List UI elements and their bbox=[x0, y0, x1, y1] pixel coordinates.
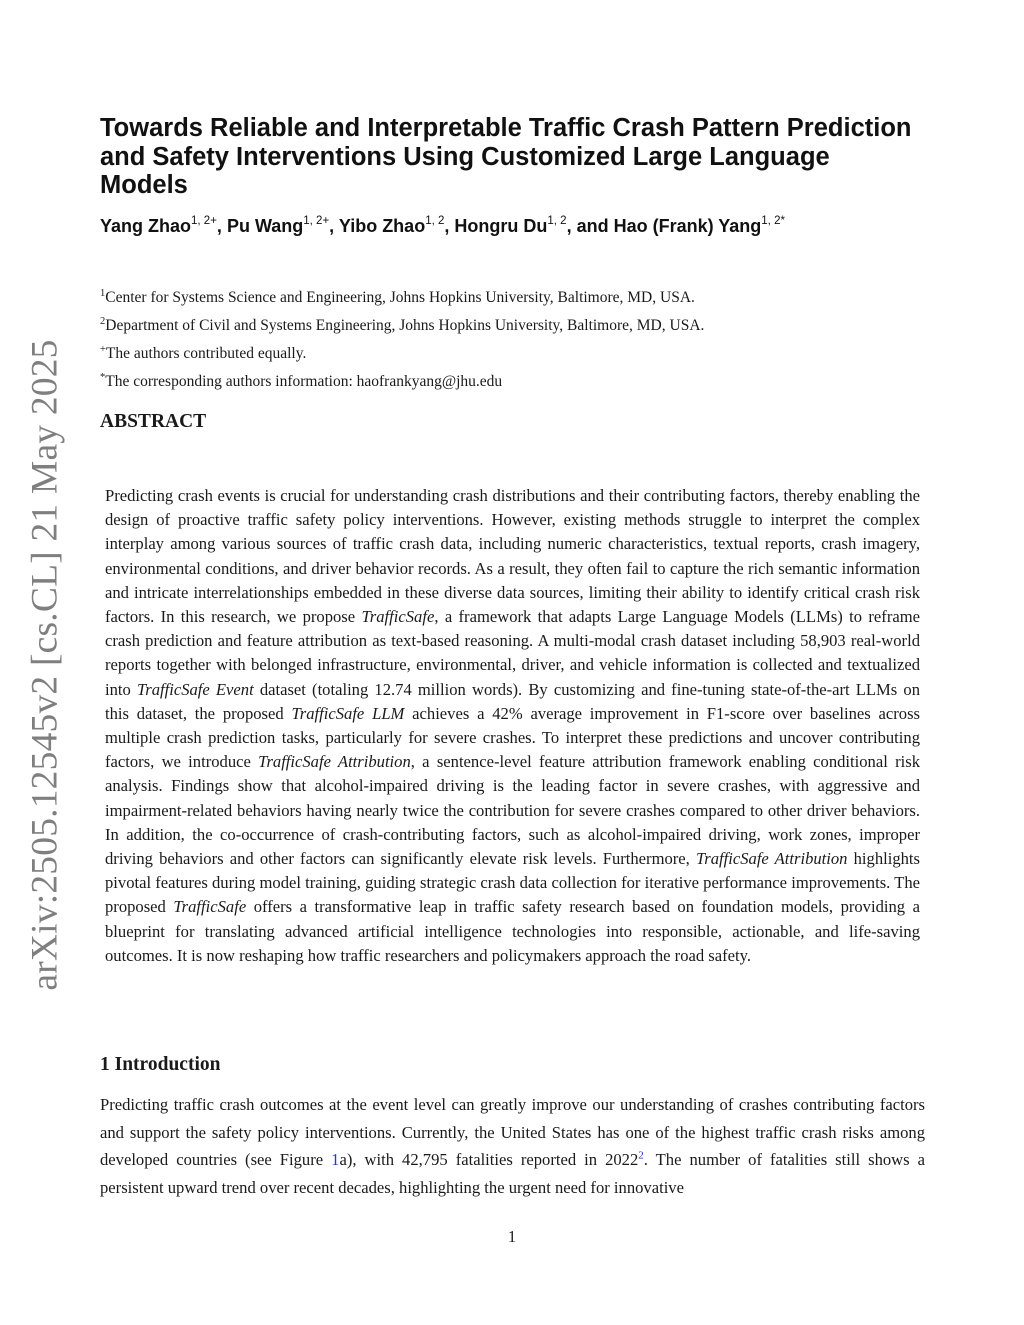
text-run: , a framework that adapts Large Language Models (LLMs) to reframe crash prediction and feature attribution as text-based reasoning. A multi-modal crash dataset including 58,903 real-world reports together with belonged infrastructure, environmental, driver, and vehicle information is collected and textualized into bbox=[105, 607, 920, 699]
author-affiliation-mark: 1, 2+ bbox=[303, 215, 330, 227]
text-run: dataset (totaling 12.74 million words). By customizing and fine-tuning state-of-the-art LLMs on this dataset, the proposed bbox=[105, 679, 920, 723]
affiliation-mark: 1 bbox=[100, 288, 106, 299]
affiliation-item bbox=[100, 366, 960, 394]
affiliation-item bbox=[100, 282, 960, 310]
author-name: Yibo Zhao bbox=[338, 216, 426, 236]
emphasized-term: TrafficSafe Event bbox=[136, 679, 254, 699]
author-name: Pu Wang bbox=[226, 216, 304, 236]
footnote-link[interactable]: 2 bbox=[638, 1149, 644, 1162]
author-list bbox=[100, 216, 960, 237]
affiliation-mark: * bbox=[100, 372, 106, 384]
text-run: highlights pivotal features during model training, guiding strategic crash data collection for iterative performance improvements. The proposed bbox=[105, 849, 921, 917]
affiliation-item bbox=[100, 338, 960, 366]
author-name: Yang Zhao bbox=[100, 216, 192, 236]
text-run: , a sentence-level feature attribution framework enabling conditional risk analysis. Findings show that alcohol-impaired driving is the leading factor in severe crashes, with aggressive and impairment-related behaviors having nearly twice the contribution for severe crashes compared to other driver behaviors. In addition, the co-occurrence of crash-contributing factors, such as alcohol-impaired driving, work zones, improper driving behaviors and other factors can significantly elevate risk levels. Furthermore, bbox=[105, 752, 920, 869]
text-run: offers a transformative leap in traffic safety research based on foundation models, providing a blueprint for translating advanced artificial intelligence technologies into responsible, actionable, and life-saving outcomes. It is now reshaping how traffic researchers and policymakers approach the road safety. bbox=[105, 897, 920, 965]
text-run: Predicting crash events is crucial for understanding crash distributions and their contributing factors, thereby enabling the design of proactive traffic safety policy interventions. However, existing methods struggle to interpret the complex interplay among various sources of traffic crash data, including numeric characteristics, textual reports, crash imagery, environmental conditions, and driver behavior records. As a result, they often fail to capture the rich semantic information and intricate interrelationships embedded in these diverse data sources, limiting their ability to identify critical crash risk factors. In this research, we propose bbox=[105, 486, 920, 627]
affiliation-mark: 2 bbox=[100, 316, 106, 328]
author-separator: , and bbox=[566, 216, 614, 236]
emphasized-term: TrafficSafe bbox=[361, 607, 435, 627]
text-run: a), with 42,795 fatalities reported in 2022 bbox=[339, 1150, 639, 1169]
author-affiliation-mark: 1, 2 bbox=[425, 215, 445, 227]
arxiv-identifier: arXiv:2505.12545v2 [cs.CL] 21 May 2025 bbox=[24, 339, 66, 991]
affiliation-list bbox=[100, 282, 960, 395]
emphasized-term: TrafficSafe LLM bbox=[291, 703, 405, 723]
text-run: . The number of fatalities still shows a persistent upward trend over recent decades, highlighting the urgent need for innovative bbox=[100, 1150, 925, 1197]
page-number: 1 bbox=[507, 1227, 517, 1246]
paper-title: Towards Reliable and Interpretable Traffic Crash Pattern Prediction and Safety Interventions Using Customized Large Language Models bbox=[100, 114, 912, 199]
figure-reference-link[interactable]: 1 bbox=[331, 1150, 340, 1169]
text-run: Predicting traffic crash outcomes at the event level can greatly improve our understanding of crashes contributing factors and support the safety policy interventions. Currently, the United States has one of the highest traffic crash risks among developed countries (see Figure bbox=[100, 1095, 925, 1169]
arxiv-sidebar-stamp bbox=[22, 339, 68, 991]
emphasized-term: TrafficSafe Attribution bbox=[258, 752, 411, 772]
author-name: Hao (Frank) Yang bbox=[613, 216, 762, 236]
introduction-heading: 1 Introduction bbox=[100, 1054, 221, 1075]
author-affiliation-mark: 1, 2* bbox=[761, 215, 785, 227]
emphasized-term: TrafficSafe Attribution bbox=[695, 849, 848, 869]
author-affiliation-mark: 1, 2 bbox=[547, 215, 567, 227]
author-affiliation-mark: 1, 2+ bbox=[191, 215, 217, 227]
text-run: achieves a 42% average improvement in F1-score over baselines across multiple crash prediction tasks, particularly for severe crashes. To interpret these predictions and uncover contributing factors, we introduce bbox=[105, 703, 920, 772]
affiliation-text: The corresponding authors information: haofrankyang@jhu.edu bbox=[105, 373, 503, 391]
author-name: Hongru Du bbox=[454, 216, 548, 236]
affiliation-item bbox=[100, 310, 960, 338]
author-separator: , bbox=[329, 216, 339, 236]
affiliation-mark: + bbox=[100, 344, 106, 356]
abstract-text bbox=[105, 484, 920, 968]
emphasized-term: TrafficSafe bbox=[173, 897, 247, 917]
affiliation-text: The authors contributed equally. bbox=[105, 345, 307, 363]
author-separator: , bbox=[444, 216, 455, 236]
author-separator: , bbox=[216, 216, 227, 236]
abstract-heading: ABSTRACT bbox=[100, 411, 207, 432]
affiliation-text: Center for Systems Science and Engineering, Johns Hopkins University, Baltimore, MD, USA. bbox=[105, 289, 695, 307]
affiliation-text: Department of Civil and Systems Engineering, Johns Hopkins University, Baltimore, MD, USA. bbox=[105, 317, 705, 335]
introduction-text bbox=[100, 1091, 925, 1201]
